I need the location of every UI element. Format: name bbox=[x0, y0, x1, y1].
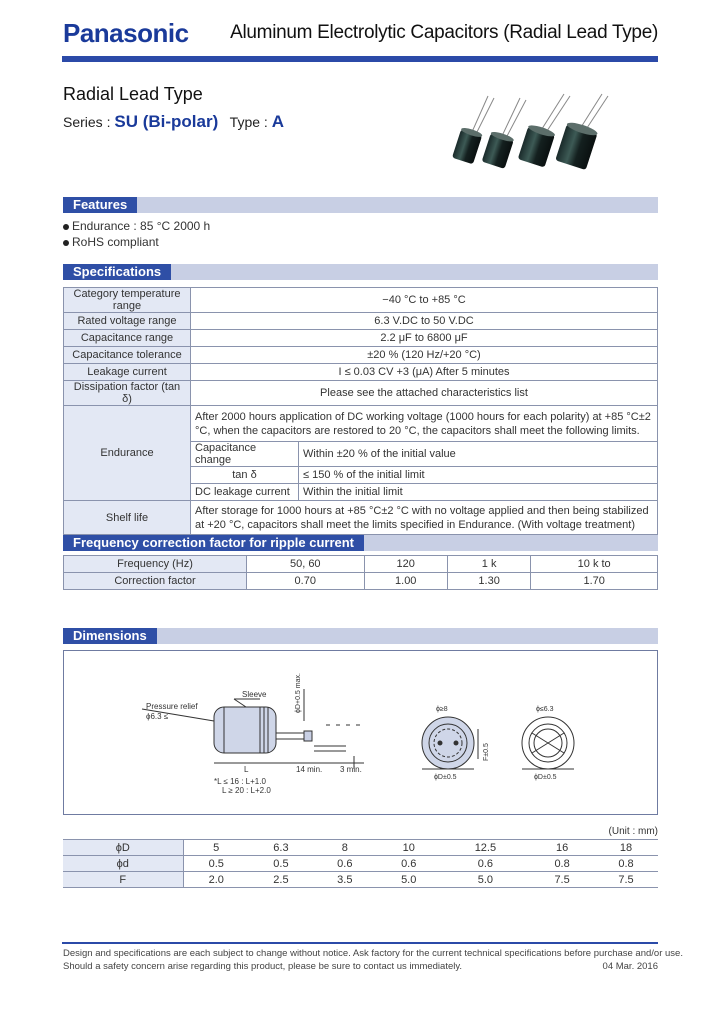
frequency-title: Frequency correction factor for ripple current bbox=[63, 535, 364, 551]
footer-rule bbox=[62, 942, 658, 944]
series-label: Series : bbox=[63, 114, 111, 130]
dimension-drawing bbox=[63, 650, 658, 815]
unit-label: (Unit : mm) bbox=[608, 826, 658, 837]
series-value: SU (Bi-polar) bbox=[114, 112, 219, 131]
footer-safety: Should a safety concern arise regarding this product, please be sure to contact us immediately. bbox=[63, 961, 463, 972]
table-row: Capacitance range 2.2 μF to 6800 μF bbox=[64, 330, 658, 347]
endurance-label: Endurance bbox=[64, 406, 191, 501]
svg-text:ϕD±0.5: ϕD±0.5 bbox=[434, 774, 457, 781]
footer-date: 04 Mar. 2016 bbox=[602, 961, 658, 972]
shelf-life-text: After storage for 1000 hours at +85 °C±2 °C with no voltage applied and then being stabilized at +20 °C, capacitors shall meet the limits specified in Endurance. (With voltage treatment) bbox=[191, 501, 658, 535]
table-row: ϕd 0.5 0.5 0.6 0.6 0.6 0.8 0.8 bbox=[63, 856, 658, 872]
svg-text:ϕD+0.5 max.: ϕD+0.5 max. bbox=[295, 673, 302, 713]
svg-text:ϕ≥8: ϕ≥8 bbox=[436, 706, 448, 713]
svg-text:14 min.: 14 min. bbox=[296, 765, 323, 774]
bullet-icon bbox=[63, 224, 69, 230]
svg-text:L ≥ 20 : L+2.0: L ≥ 20 : L+2.0 bbox=[222, 786, 271, 795]
shelf-life-label: Shelf life bbox=[64, 501, 191, 535]
table-row: tan δ ≤ 150 % of the initial limit bbox=[64, 467, 658, 484]
svg-text:ϕ6.3 ≤: ϕ6.3 ≤ bbox=[146, 712, 169, 721]
features-list bbox=[63, 218, 210, 250]
features-title: Features bbox=[63, 197, 137, 213]
type-heading: Radial Lead Type bbox=[63, 84, 203, 104]
feature-item: Endurance : 85 °C 2000 h bbox=[63, 218, 210, 234]
type-label: Type : bbox=[229, 114, 268, 130]
table-row: Leakage current I ≤ 0.03 CV +3 (μA) After 5 minutes bbox=[64, 364, 658, 381]
brand-logo: Panasonic bbox=[63, 18, 189, 48]
svg-text:Pressure relief: Pressure relief bbox=[146, 702, 198, 711]
specifications-title: Specifications bbox=[63, 264, 171, 280]
svg-text:ϕ≤6.3: ϕ≤6.3 bbox=[536, 706, 554, 713]
table-row: Rated voltage range 6.3 V.DC to 50 V.DC bbox=[64, 313, 658, 330]
bullet-icon bbox=[63, 240, 69, 246]
features-bar bbox=[63, 197, 658, 213]
document-title: Aluminum Electrolytic Capacitors (Radial Lead Type) bbox=[230, 22, 658, 43]
table-row: Dissipation factor (tan δ) Please see the attached characteristics list bbox=[64, 381, 658, 406]
svg-text:*L ≤ 16 : L+1.0: *L ≤ 16 : L+1.0 bbox=[214, 777, 266, 786]
table-row: Capacitance tolerance ±20 % (120 Hz/+20 °C) bbox=[64, 347, 658, 364]
table-row: DC leakage current Within the initial limit bbox=[64, 484, 658, 501]
svg-text:Sleeve: Sleeve bbox=[242, 690, 267, 699]
endurance-intro: After 2000 hours application of DC working voltage (1000 hours for each polarity) at +85 °C±2 °C, when the capacitors are restored to 20 °C, the capacitors shall meet the following limits. bbox=[191, 406, 658, 442]
table-row: F 2.0 2.5 3.5 5.0 5.0 7.5 7.5 bbox=[63, 872, 658, 888]
specifications-table bbox=[63, 287, 658, 535]
series-line bbox=[63, 112, 284, 132]
svg-text:3 min.: 3 min. bbox=[340, 765, 362, 774]
frequency-table bbox=[63, 555, 658, 590]
type-value: A bbox=[271, 112, 284, 131]
table-row bbox=[64, 501, 658, 535]
feature-item: RoHS compliant bbox=[63, 234, 210, 250]
table-row: Frequency (Hz) 50, 60 120 1 k 10 k to bbox=[64, 556, 658, 573]
table-row: ϕD 5 6.3 8 10 12.5 16 18 bbox=[63, 840, 658, 856]
specifications-bar bbox=[63, 264, 658, 280]
footer-notice: Design and specifications are each subject to change without notice. Ask factory for the current technical specifications before purchase and/or use. bbox=[63, 948, 683, 959]
dimensions-bar bbox=[63, 628, 658, 644]
header-rule bbox=[62, 56, 658, 62]
svg-text:F±0.5: F±0.5 bbox=[483, 743, 490, 761]
table-row bbox=[64, 406, 658, 442]
svg-text:ϕD±0.5: ϕD±0.5 bbox=[534, 774, 557, 781]
table-row: Category temperature range −40 °C to +85 °C bbox=[64, 288, 658, 313]
frequency-bar bbox=[63, 535, 658, 551]
capacitor-photo bbox=[448, 92, 618, 172]
table-row: Capacitance change Within ±20 % of the initial value bbox=[64, 442, 658, 467]
dimensions-title: Dimensions bbox=[63, 628, 157, 644]
dimension-drawing-svg bbox=[64, 651, 657, 814]
svg-text:L: L bbox=[244, 765, 249, 774]
table-row: Correction factor 0.70 1.00 1.30 1.70 bbox=[64, 573, 658, 590]
dimensions-table bbox=[63, 839, 658, 888]
